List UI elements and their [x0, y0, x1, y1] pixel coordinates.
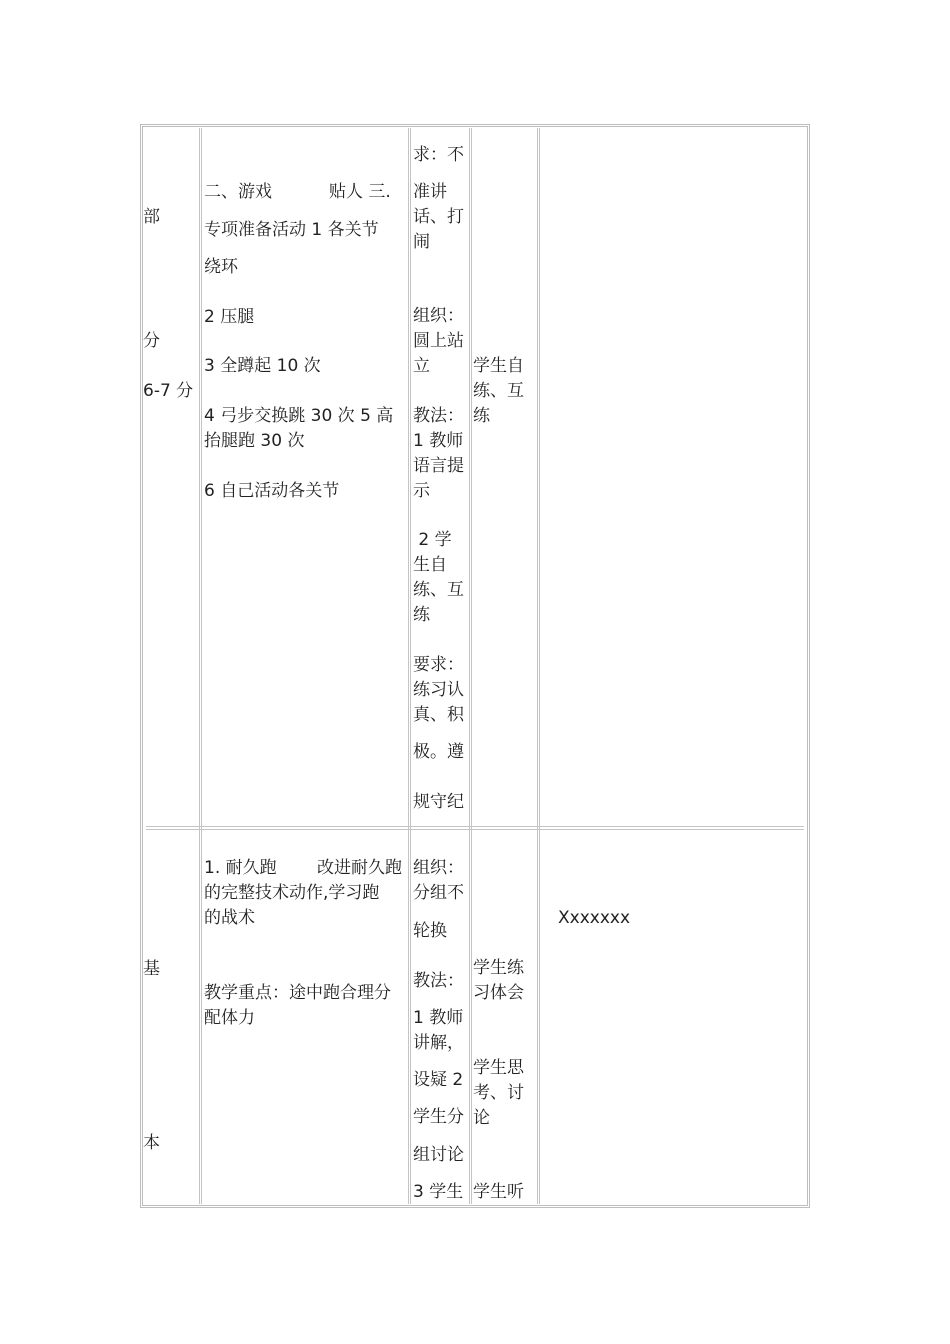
- method-text: 立: [413, 356, 430, 376]
- method-text: 分组不: [413, 883, 464, 903]
- column-divider: [408, 128, 411, 1204]
- method-text: 语言提: [413, 456, 464, 476]
- content-text: 抬腿跑 30 次: [204, 431, 305, 451]
- method-text: 2 学: [413, 530, 452, 550]
- notes-text: Xxxxxxx: [558, 908, 631, 928]
- method-text: 话、打: [413, 207, 464, 227]
- student-activity: 论: [473, 1108, 490, 1128]
- student-activity: 学生听: [473, 1182, 524, 1202]
- method-text: 准讲: [413, 182, 447, 202]
- student-activity: 学生思: [473, 1058, 524, 1078]
- content-text: 二、游戏: [204, 182, 272, 202]
- method-text: 教法：: [413, 971, 464, 991]
- method-text: 3 学生: [413, 1182, 464, 1202]
- lesson-plan-table: [140, 124, 810, 1208]
- content-text: 专项准备活动 1 各关节: [204, 220, 379, 240]
- content-text: 配体力: [204, 1008, 255, 1028]
- section-label: 分: [143, 331, 160, 351]
- section-duration: 6-7 分: [143, 381, 194, 401]
- method-text: 1 教师: [413, 1008, 464, 1028]
- method-text: 规守纪: [413, 792, 464, 812]
- method-text: 要求：: [413, 655, 464, 675]
- content-text: 改进耐久跑: [317, 858, 402, 878]
- student-activity: 习体会: [473, 983, 524, 1003]
- method-text: 练习认: [413, 680, 464, 700]
- content-text: 绕环: [204, 257, 238, 277]
- student-activity: 考、讨: [473, 1083, 524, 1103]
- method-text: 组讨论: [413, 1145, 464, 1165]
- method-text: 练: [413, 605, 430, 625]
- method-text: 练、互: [413, 580, 464, 600]
- method-text: 求：不: [413, 145, 464, 165]
- method-text: 闹: [413, 232, 430, 252]
- content-text: 6 自己活动各关节: [204, 481, 340, 501]
- method-text: 组织：: [413, 306, 464, 326]
- method-text: 教法：: [413, 406, 464, 426]
- method-text: 讲解，: [413, 1033, 464, 1053]
- section-label: 部: [143, 207, 160, 227]
- student-activity: 练: [473, 406, 490, 426]
- student-activity: 学生练: [473, 958, 524, 978]
- content-text: 4 弓步交换跳 30 次 5 高: [204, 406, 394, 426]
- student-activity: 练、互: [473, 381, 524, 401]
- content-text: 贴人 三.: [329, 182, 391, 202]
- student-activity: 学生自: [473, 356, 524, 376]
- content-text: 的战术: [204, 908, 255, 928]
- method-text: 极。遵: [413, 742, 464, 762]
- content-text: 1. 耐久跑: [204, 858, 277, 878]
- content-text: 2 压腿: [204, 307, 255, 327]
- method-text: 轮换: [413, 921, 447, 941]
- method-text: 设疑 2: [413, 1070, 464, 1090]
- method-text: 真、积: [413, 705, 464, 725]
- method-text: 组织：: [413, 858, 464, 878]
- section-label: 基: [143, 959, 160, 979]
- content-text: 教学重点：途中跑合理分: [204, 983, 391, 1003]
- method-text: 圆上站: [413, 331, 464, 351]
- method-text: 学生分: [413, 1107, 464, 1127]
- method-text: 生自: [413, 555, 447, 575]
- content-text: 3 全蹲起 10 次: [204, 356, 321, 376]
- column-divider: [537, 128, 540, 1204]
- column-divider: [199, 128, 202, 1204]
- row-divider: [146, 826, 804, 830]
- section-label: 本: [143, 1133, 160, 1153]
- method-text: 示: [413, 481, 430, 501]
- column-divider: [469, 128, 472, 1204]
- method-text: 1 教师: [413, 431, 464, 451]
- content-text: 的完整技术动作,学习跑: [204, 883, 380, 903]
